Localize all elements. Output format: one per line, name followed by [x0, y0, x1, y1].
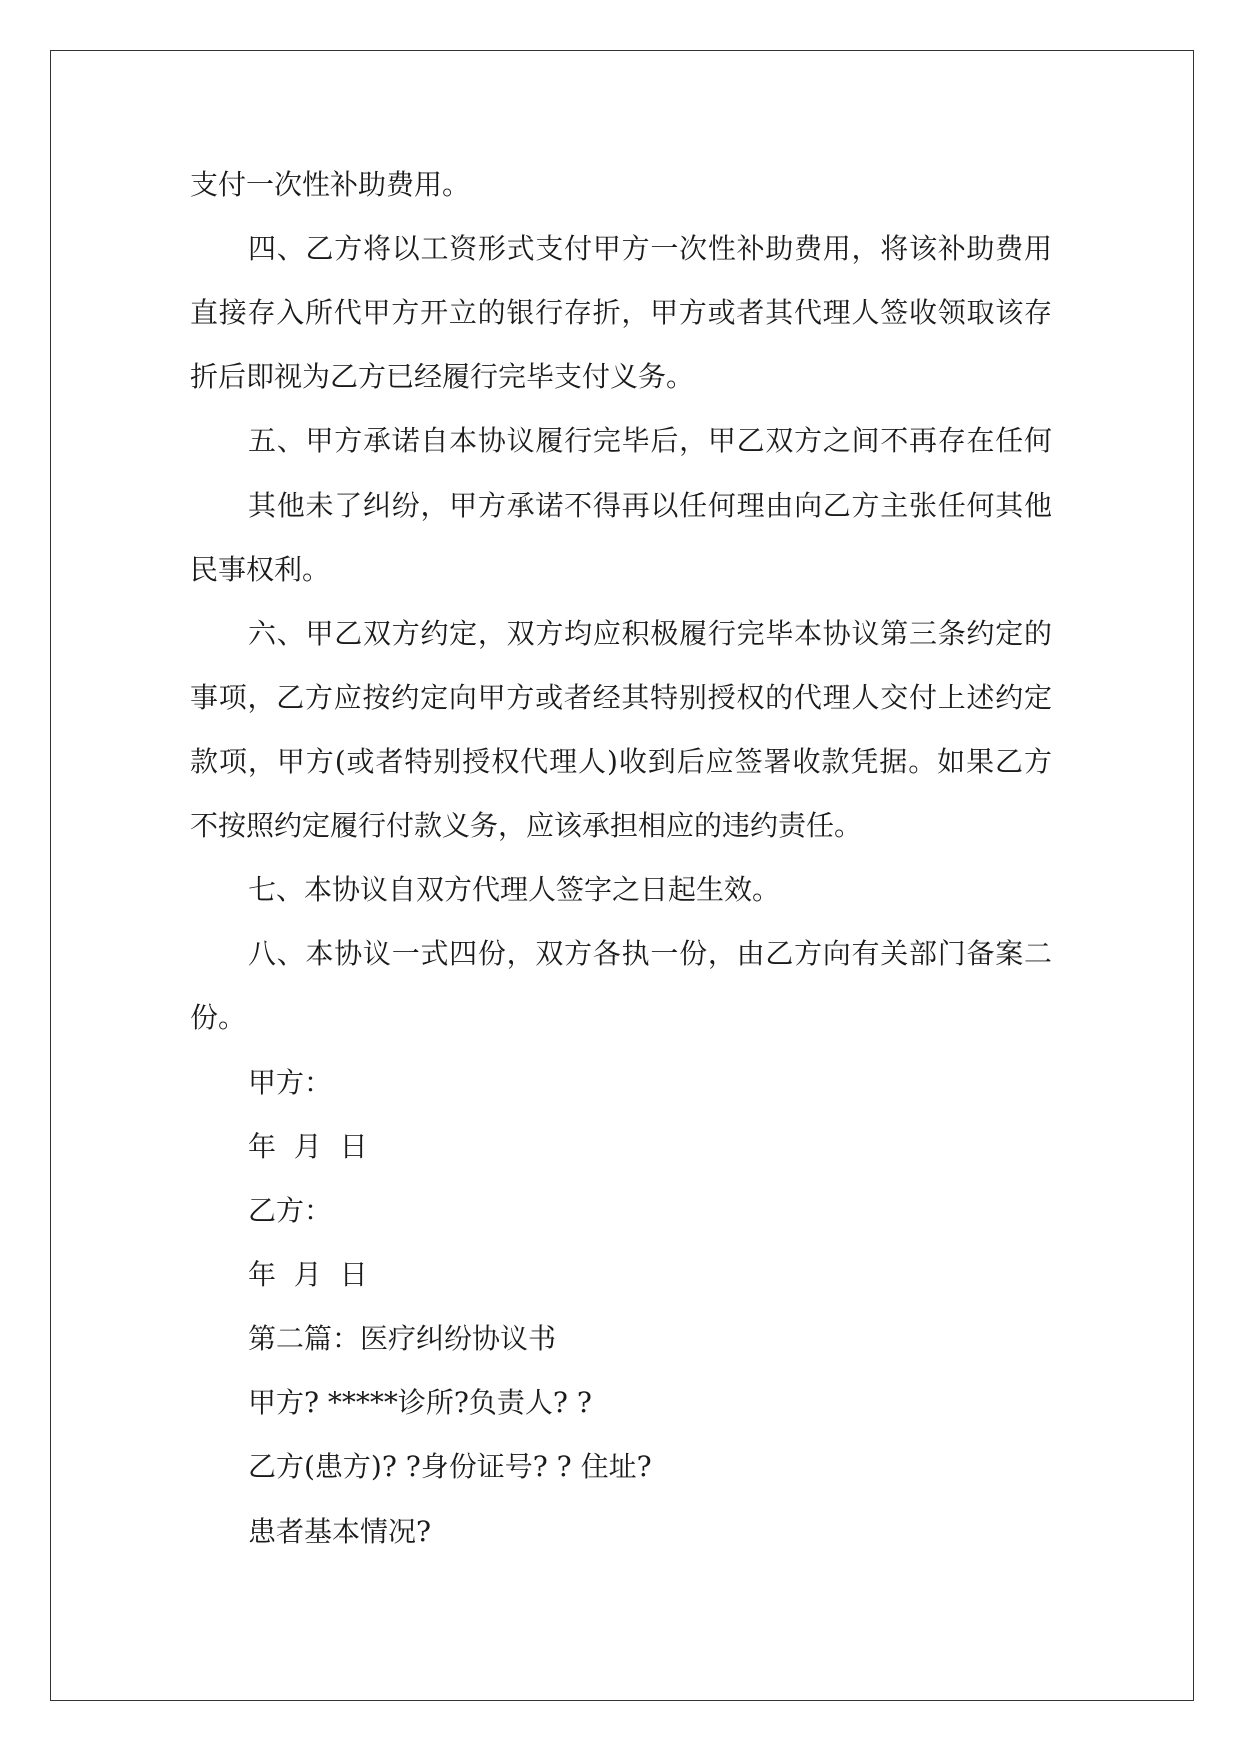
text-line: 不按照约定履行付款义务，应该承担相应的违约责任。 [190, 809, 863, 842]
section-heading: 第二篇：医疗纠纷协议书 [248, 1322, 557, 1355]
text-line: 份。 [190, 1001, 247, 1034]
signature-date-b: 年 月 日 [248, 1258, 368, 1291]
text-line: 直接存入所代甲方开立的银行存折，甲方或者其代理人签收领取该存 [190, 296, 1052, 329]
text-line: 支付一次性补助费用。 [190, 168, 471, 201]
signature-date-a: 年 月 日 [248, 1130, 368, 1163]
text-line: 七、本协议自双方代理人签字之日起生效。 [248, 873, 781, 906]
signature-party-b: 乙方： [248, 1194, 333, 1227]
text-line: 患者基本情况? [248, 1515, 432, 1548]
text-line: 折后即视为乙方已经履行完毕支付义务。 [190, 360, 695, 393]
text-line: 五、甲方承诺自本协议履行完毕后，甲乙双方之间不再存在任何 [248, 424, 1052, 457]
text-line: 民事权利。 [190, 553, 331, 586]
text-line: 款项，甲方(或者特别授权代理人)收到后应签署收款凭据。如果乙方 [190, 745, 1052, 778]
text-line: 八、本协议一式四份，双方各执一份，由乙方向有关部门备案二 [248, 937, 1052, 970]
signature-party-a: 甲方： [248, 1066, 333, 1099]
text-line: 其他未了纠纷，甲方承诺不得再以任何理由向乙方主张任何其他 [248, 489, 1052, 522]
text-line: 四、乙方将以工资形式支付甲方一次性补助费用，将该补助费用 [248, 232, 1052, 265]
text-line: 事项，乙方应按约定向甲方或者经其特别授权的代理人交付上述约定 [190, 681, 1052, 714]
text-line: 乙方(患方)? ?身份证号? ? 住址? [248, 1450, 652, 1483]
text-line: 甲方? *****诊所?负责人? ? [248, 1386, 592, 1419]
text-line: 六、甲乙双方约定，双方均应积极履行完毕本协议第三条约定的 [248, 617, 1052, 650]
